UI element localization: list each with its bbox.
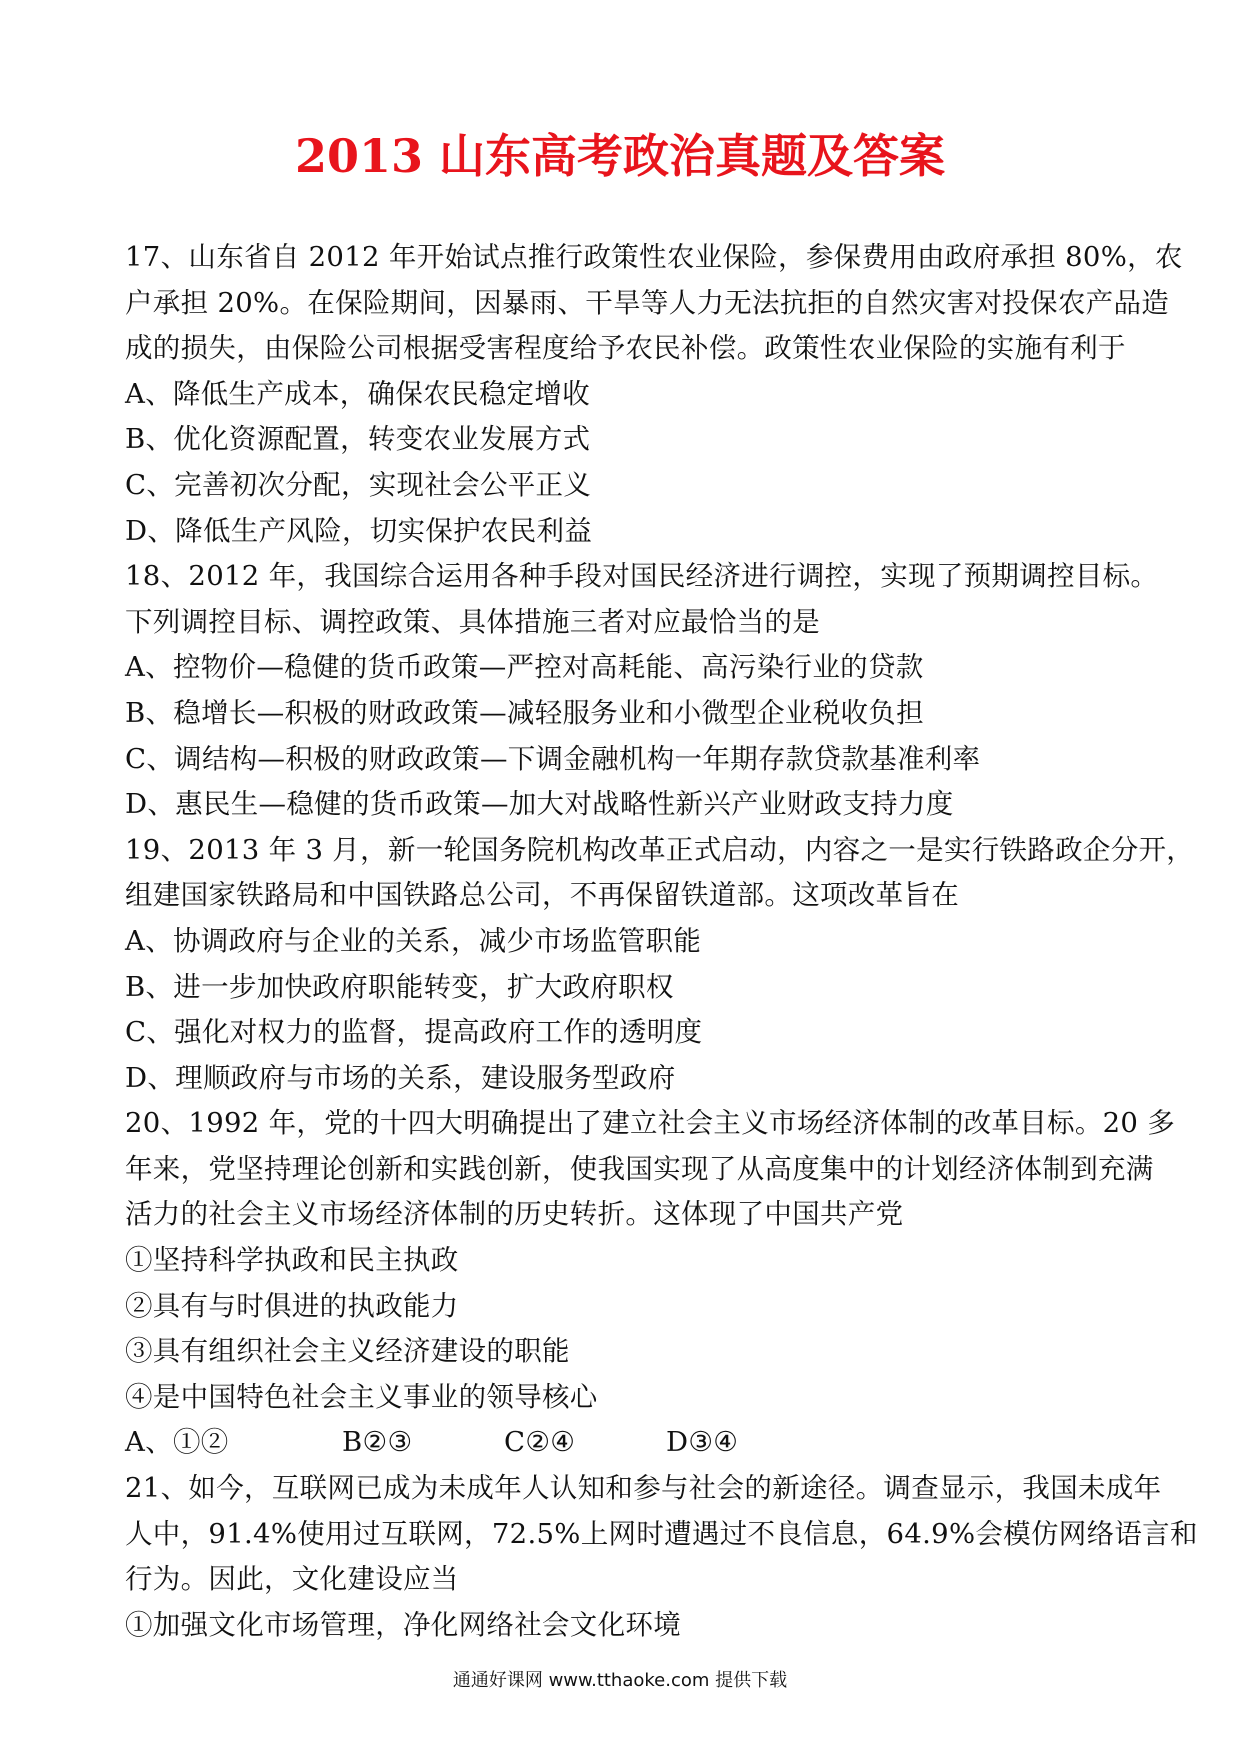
question-stem-line: 下列调控目标、调控政策、具体措施三者对应最恰当的是 <box>125 605 820 638</box>
question-stem-line: 17、山东省自 2012 年开始试点推行政策性农业保险，参保费用由政府承担 80%，农 <box>125 241 1183 273</box>
question-17 <box>125 235 1183 554</box>
answer-choice: B②③ <box>342 1426 413 1459</box>
question-stem-line: 20、1992 年，党的十四大明确提出了建立社会主义市场经济体制的改革目标。20 多 <box>125 1107 1176 1140</box>
answer-option: B、稳增长—积极的财政政策—减轻服务业和小微型企业税收负担 <box>125 696 924 729</box>
question-stem-line: 组建国家铁路局和中国铁路总公司，不再保留铁道部。这项改革旨在 <box>125 879 959 912</box>
statement-item: ③具有组织社会主义经济建设的职能 <box>125 1335 570 1368</box>
question-stem-line: 户承担 20%。在保险期间，因暴雨、干旱等人力无法抗拒的自然灾害对投保农产品造 <box>125 286 1170 319</box>
question-stem-line: 18、2012 年，我国综合运用各种手段对国民经济进行调控，实现了预期调控目标。 <box>125 560 1159 593</box>
statement-item: ①加强文化市场管理，净化网络社会文化环境 <box>125 1608 681 1641</box>
answer-option: D、理顺政府与市场的关系，建设服务型政府 <box>125 1061 676 1094</box>
answer-option: A、控物价—稳健的货币政策—严控对高耗能、高污染行业的贷款 <box>125 651 924 684</box>
question-20 <box>125 1101 1176 1466</box>
question-stem-line: 行为。因此，文化建设应当 <box>125 1563 459 1596</box>
question-18 <box>125 554 1159 828</box>
question-stem-line: 年来，党坚持理论创新和实践创新，使我国实现了从高度集中的计划经济体制到充满 <box>125 1152 1154 1185</box>
statement-item: ①坚持科学执政和民主执政 <box>125 1244 459 1277</box>
question-list <box>125 235 1198 1648</box>
choice-row <box>125 1420 1125 1466</box>
document-title: 2013 山东高考政治真题及答案 <box>294 129 946 183</box>
statement-item: ④是中国特色社会主义事业的领导核心 <box>125 1380 598 1413</box>
statement-item: ②具有与时俱进的执政能力 <box>125 1289 459 1322</box>
page-footer: 通通好课网 www.tthaoke.com 提供下载 <box>452 1670 788 1691</box>
answer-option: D、降低生产风险，切实保护农民利益 <box>125 514 593 547</box>
question-stem-line: 19、2013 年 3 月，新一轮国务院机构改革正式启动，内容之一是实行铁路政企分开， <box>125 833 1195 866</box>
answer-option: A、协调政府与企业的关系，减少市场监管职能 <box>125 924 702 957</box>
question-stem-line: 活力的社会主义市场经济体制的历史转折。这体现了中国共产党 <box>125 1198 904 1231</box>
question-stem-line: 人中，91.4%使用过互联网，72.5%上网时遭遇过不良信息，64.9%会模仿网络语言和 <box>125 1517 1198 1550</box>
answer-option: C、完善初次分配，实现社会公平正义 <box>125 468 592 501</box>
answer-choice: C②④ <box>504 1426 576 1459</box>
answer-option: A、降低生产成本，确保农民稳定增收 <box>125 377 590 410</box>
answer-option: B、进一步加快政府职能转变，扩大政府职权 <box>125 970 674 1003</box>
answer-option: C、调结构—积极的财政政策—下调金融机构一年期存款贷款基准利率 <box>125 742 981 775</box>
question-21 <box>125 1466 1198 1648</box>
answer-option: C、强化对权力的监督，提高政府工作的透明度 <box>125 1016 703 1049</box>
answer-choice: D③④ <box>666 1426 739 1459</box>
answer-option: D、惠民生—稳健的货币政策—加大对战略性新兴产业财政支持力度 <box>125 788 954 821</box>
answer-option: B、优化资源配置，转变农业发展方式 <box>125 423 591 456</box>
question-stem-line: 21、如今，互联网已成为未成年人认知和参与社会的新途径。调查显示，我国未成年 <box>125 1472 1162 1505</box>
answer-choice: A、①② <box>125 1426 229 1459</box>
question-19 <box>125 828 1195 1102</box>
question-stem-line: 成的损失，由保险公司根据受害程度给予农民补偿。政策性农业保险的实施有利于 <box>125 332 1126 365</box>
